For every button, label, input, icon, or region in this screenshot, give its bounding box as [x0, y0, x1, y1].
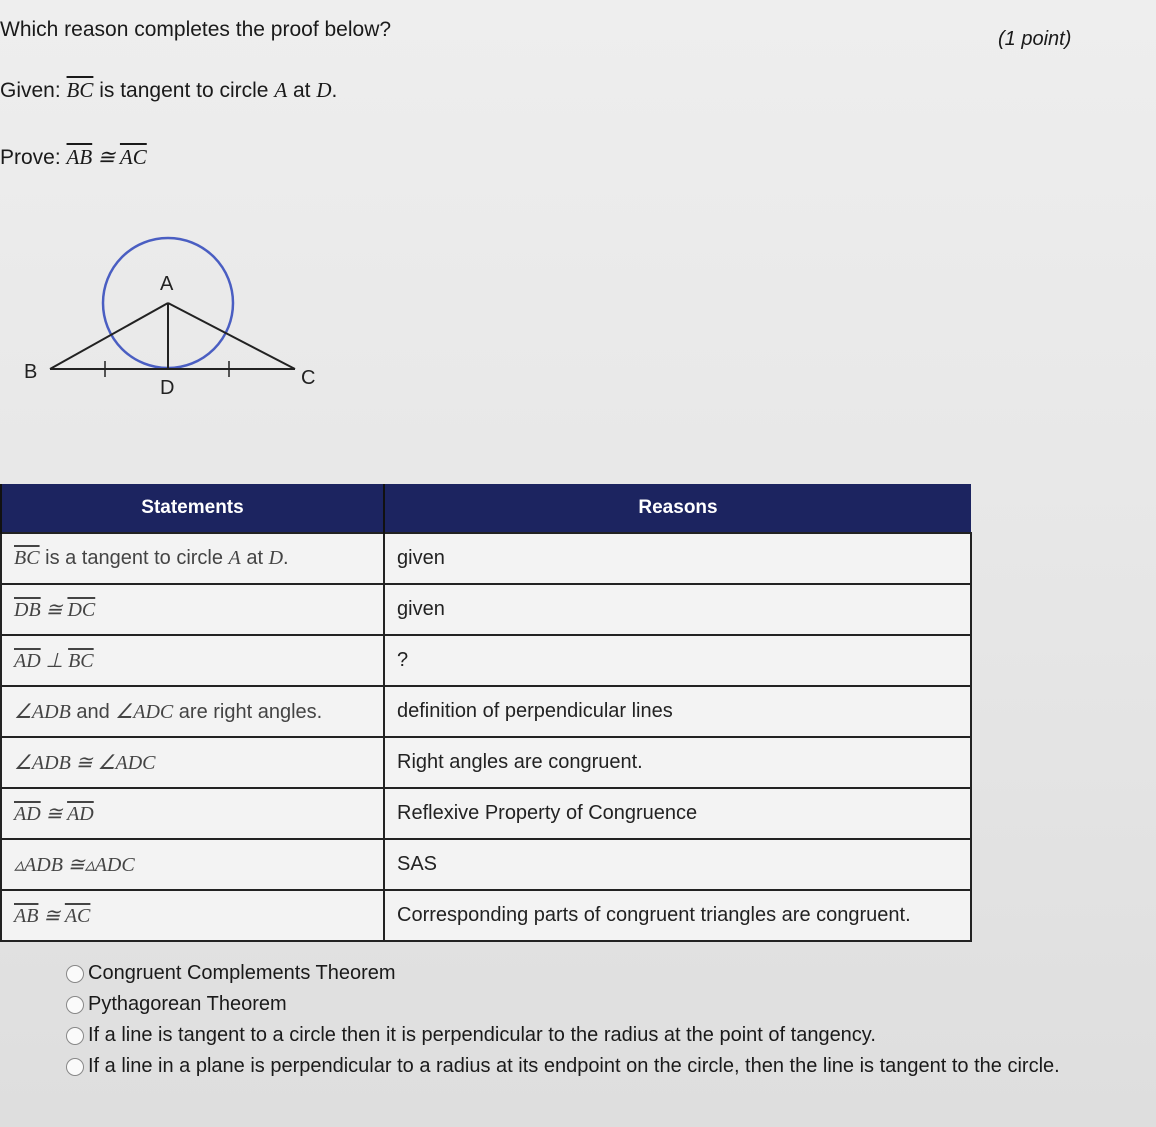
statement-point: D — [268, 547, 284, 569]
choice-label: If a line is tangent to a circle then it is perpendicular to the radius at the point of tangency. — [88, 1024, 876, 1046]
statement-seg1: $\overline{AD}$ — [14, 650, 41, 672]
given-at: at — [287, 79, 317, 102]
statement-relation: ≅ — [40, 803, 68, 825]
choice-tangent-perpendicular[interactable] — [66, 1020, 1060, 1051]
reason-cell-missing: ? — [384, 635, 971, 686]
statement-seg1: $\overline{AD}$ — [14, 803, 41, 825]
answer-choices — [66, 958, 1060, 1082]
given-segment: $\overline{BC}$ — [66, 78, 94, 102]
statement-cell — [1, 788, 384, 839]
statement-seg2: $\overline{AD}$ — [67, 803, 94, 825]
choice-congruent-complements[interactable] — [66, 958, 1060, 989]
radio-button[interactable] — [66, 965, 84, 983]
statement-and: and — [70, 701, 116, 723]
table-header-row — [1, 484, 971, 533]
question-text: Which reason completes the proof below? — [0, 18, 392, 41]
statement-relation: ≅ — [38, 905, 65, 927]
reason-cell: Reflexive Property of Congruence — [384, 788, 971, 839]
table-row — [1, 788, 971, 839]
table-row — [1, 533, 971, 584]
reason-cell: definition of perpendicular lines — [384, 686, 971, 737]
reason-cell: given — [384, 584, 971, 635]
statement-cell — [1, 686, 384, 737]
table-row — [1, 584, 971, 635]
reason-cell: given — [384, 533, 971, 584]
statement-seg2: $\overline{BC}$ — [68, 650, 94, 672]
statement-text: is a tangent to circle — [39, 547, 229, 569]
label-b: B — [24, 361, 38, 383]
label-c: C — [301, 367, 316, 389]
proof-table — [0, 484, 972, 942]
statement-cell — [1, 533, 384, 584]
statement-seg2: $\overline{DC}$ — [67, 599, 96, 621]
statement-seg2: $\overline{AC}$ — [64, 905, 91, 927]
table-row — [1, 686, 971, 737]
statement-cell: ∠ADB ≅ ∠ADC — [1, 737, 384, 788]
statement-end: . — [283, 547, 289, 569]
statement-cell — [1, 635, 384, 686]
given-text: is tangent to circle — [93, 79, 275, 102]
given-line — [0, 78, 337, 103]
given-circle: A — [274, 78, 288, 102]
points-label: (1 point) — [998, 28, 1072, 50]
choice-pythagorean[interactable] — [66, 989, 1060, 1020]
given-label: Given: — [0, 79, 61, 102]
choice-label: If a line in a plane is perpendicular to a radius at its endpoint on the circle, then the line is tangent to the circle. — [88, 1055, 1060, 1077]
reason-cell: SAS — [384, 839, 971, 890]
prove-line — [0, 145, 147, 170]
statement-angle1: ∠ADB — [14, 701, 71, 723]
given-period: . — [331, 79, 338, 102]
statement-segment: $\overline{BC}$ — [14, 547, 40, 569]
statement-tail: are right angles. — [173, 701, 323, 723]
statement-cell — [1, 584, 384, 635]
statement-seg1: $\overline{AB}$ — [14, 905, 39, 927]
prove-congruent: ≅ — [92, 145, 120, 169]
header-statements: Statements — [1, 484, 384, 533]
table-row — [1, 635, 971, 686]
choice-perpendicular-tangent[interactable] — [66, 1051, 1060, 1082]
choice-label: Congruent Complements Theorem — [88, 962, 396, 984]
statement-seg1: $\overline{DB}$ — [14, 599, 41, 621]
radio-button[interactable] — [66, 1058, 84, 1076]
table-row — [1, 890, 971, 941]
prove-seg2: $\overline{AC}$ — [119, 145, 147, 169]
statement-cell: ▵ADB ≅▵ADC — [1, 839, 384, 890]
geometry-figure — [18, 228, 328, 408]
choice-label: Pythagorean Theorem — [88, 993, 287, 1015]
prove-seg1: $\overline{AB}$ — [66, 145, 93, 169]
header-reasons: Reasons — [384, 484, 971, 533]
given-point: D — [316, 78, 332, 102]
statement-angle2: ∠ADC — [115, 701, 174, 723]
statement-relation: ≅ — [40, 599, 68, 621]
prove-label: Prove: — [0, 146, 61, 169]
statement-at: at — [240, 547, 269, 569]
reason-cell: Corresponding parts of congruent triangles are congruent. — [384, 890, 971, 941]
reason-cell: Right angles are congruent. — [384, 737, 971, 788]
statement-cell — [1, 890, 384, 941]
label-a: A — [160, 273, 174, 295]
table-row — [1, 839, 971, 890]
statement-relation: ⊥ — [40, 650, 69, 672]
radio-button[interactable] — [66, 1027, 84, 1045]
segment-ab — [50, 303, 168, 369]
table-row — [1, 737, 971, 788]
radio-button[interactable] — [66, 996, 84, 1014]
statement-circle: A — [228, 547, 241, 569]
label-d: D — [160, 377, 175, 399]
